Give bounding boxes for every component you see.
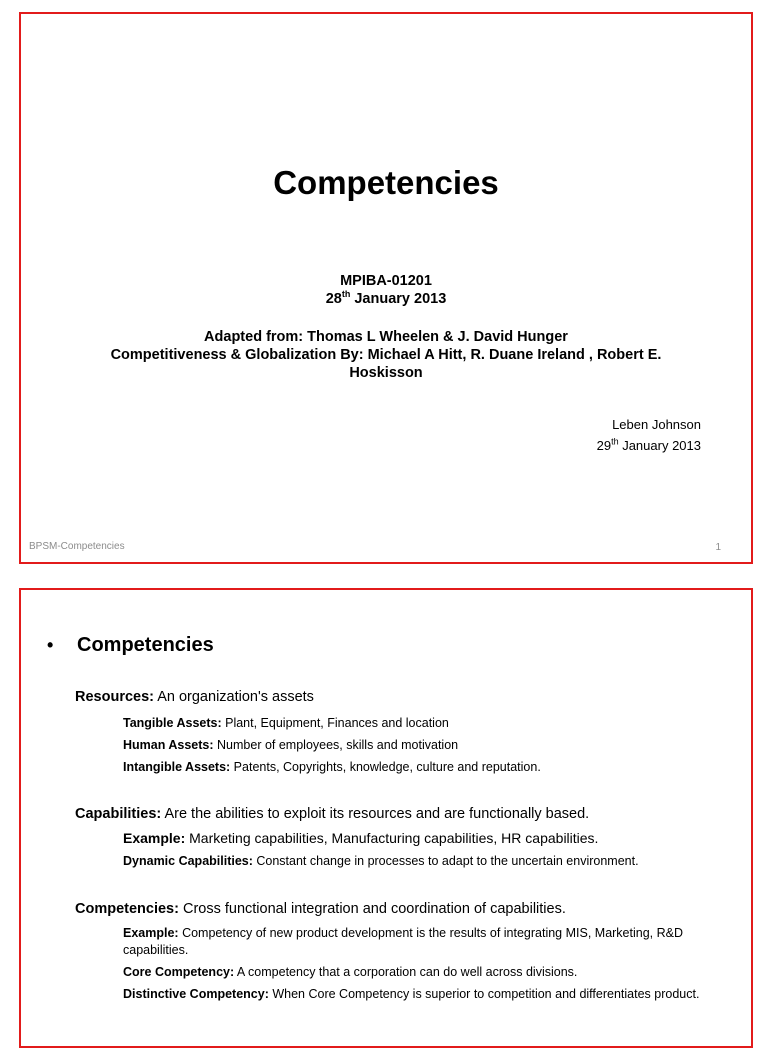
slide-2 — [19, 588, 753, 1048]
capabilities-line: Capabilities: Are the abilities to exploit its resources and are functionally based. — [75, 806, 590, 822]
competency-example-line: Example: Competency of new product development is the results of integrating MIS, Marketing, R&D capabilities. — [123, 926, 684, 957]
slide-title: Competencies — [273, 164, 499, 201]
intangible-line: Intangible Assets: Patents, Copyrights, knowledge, culture and reputation. — [123, 760, 541, 774]
distinctive-competency-line: Distinctive Competency: When Core Competency is superior to competition and differentiates product. — [123, 987, 700, 1001]
author-name: Leben Johnson — [612, 417, 701, 432]
course-date: 28th January 2013 — [325, 289, 447, 307]
course-info — [21, 272, 751, 308]
tangible-line: Tangible Assets: Plant, Equipment, Finances and location — [123, 716, 449, 730]
author-block — [597, 414, 701, 456]
author-date: 29th January 2013 — [596, 436, 701, 453]
slide-heading — [47, 634, 214, 657]
resources-line: Resources: An organization's assets — [75, 689, 314, 705]
competitiveness-line-2: Hoskisson — [349, 365, 423, 381]
slide-1 — [19, 12, 753, 564]
course-code: MPIBA-01201 — [340, 273, 432, 289]
human-line: Human Assets: Number of employees, skills and motivation — [123, 738, 459, 752]
footer-label: BPSM-Competencies — [29, 541, 125, 552]
dynamic-line: Dynamic Capabilities: Constant change in processes to adapt to the uncertain environment. — [123, 854, 639, 868]
competitiveness-line-1: Competitiveness & Globalization By: Michael A Hitt, R. Duane Ireland , Robert E. — [110, 347, 662, 363]
source-info — [21, 328, 751, 382]
heading-text: Competencies — [77, 634, 214, 656]
capabilities-example-line: Example: Marketing capabilities, Manufacturing capabilities, HR capabilities. — [123, 830, 599, 846]
bullet-icon: • — [47, 635, 54, 655]
adapted-from: Adapted from: Thomas L Wheelen & J. David Hunger — [204, 329, 568, 345]
core-competency-line: Core Competency: A competency that a corporation can do well across divisions. — [123, 965, 578, 979]
competencies-line: Competencies: Cross functional integration and coordination of capabilities. — [75, 901, 566, 917]
page-number: 1 — [715, 542, 721, 553]
